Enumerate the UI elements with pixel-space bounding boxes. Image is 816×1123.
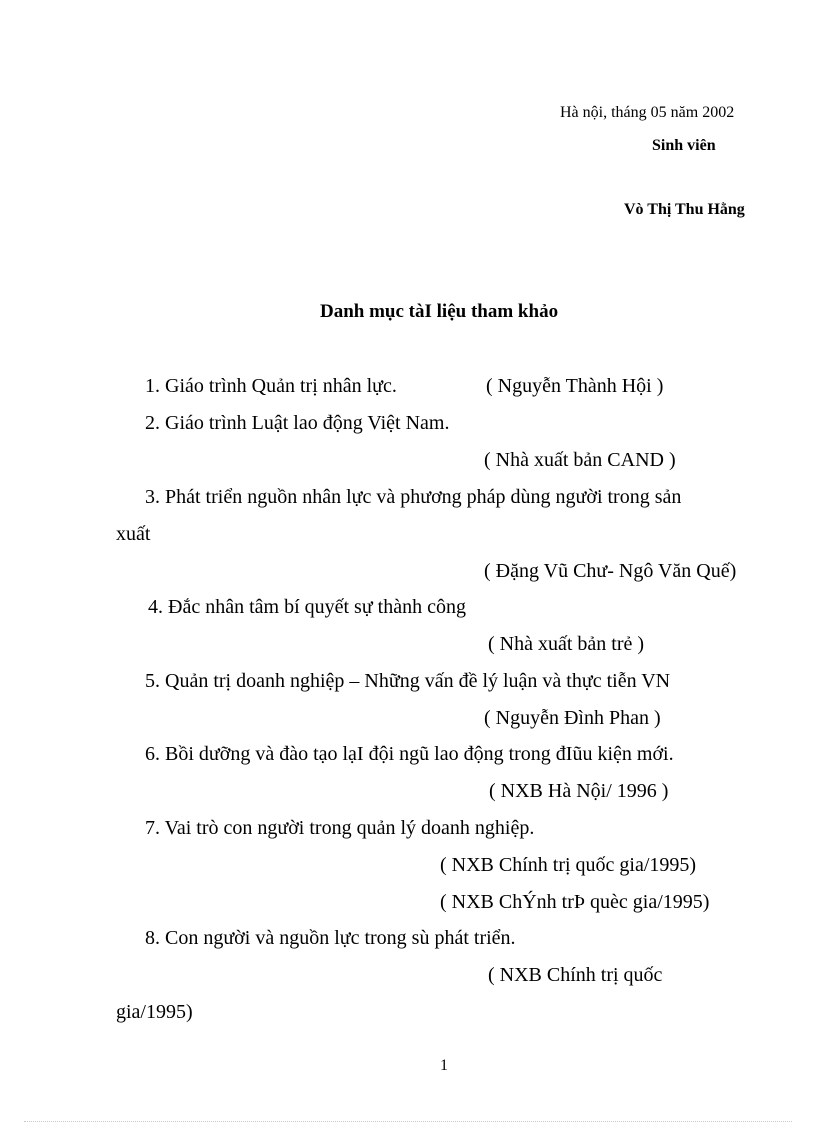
- reference-source-continued: gia/1995): [116, 1001, 193, 1023]
- signer-name: Vò Thị Thu Hằng: [624, 201, 745, 218]
- reference-source: ( NXB Chính trị quốc: [488, 964, 663, 986]
- reference-source: ( Nhà xuất bản trẻ ): [488, 633, 645, 655]
- reference-source: ( Nguyễn Thành Hội ): [486, 375, 664, 397]
- reference-source: ( Nhà xuất bản CAND ): [484, 449, 676, 471]
- reference-title-continued: xuất: [116, 523, 151, 545]
- reference-source: ( Nguyễn Đình Phan ): [484, 707, 661, 729]
- reference-title: 1. Giáo trình Quản trị nhân lực.: [145, 375, 397, 397]
- place-date: Hà nội, tháng 05 năm 2002: [560, 104, 735, 121]
- reference-title: 7. Vai trò con người trong quản lý doanh nghiệp.: [145, 817, 535, 839]
- reference-title: 6. Bồi dưỡng và đào tạo lạI đội ngũ lao động trong đIũu kiện mới.: [145, 743, 674, 765]
- reference-title: 5. Quản trị doanh nghiệp – Những vấn đề lý luận và thực tiễn VN: [145, 670, 671, 692]
- signer-role: Sinh viên: [652, 137, 716, 154]
- reference-title: 4. Đắc nhân tâm bí quyết sự thành công: [148, 596, 466, 618]
- reference-title: 3. Phát triển nguồn nhân lực và phương pháp dùng người trong sản: [145, 486, 682, 508]
- page-number: 1: [440, 1057, 448, 1074]
- page-title: Danh mục tàI liệu tham khảo: [320, 301, 559, 322]
- reference-source: ( NXB Chính trị quốc gia/1995): [440, 854, 697, 876]
- reference-title: 2. Giáo trình Luật lao động Việt Nam.: [145, 412, 450, 434]
- page-bottom-divider: [24, 1121, 792, 1122]
- reference-source: ( Đặng Vũ Chư- Ngô Văn Quế): [484, 560, 737, 582]
- reference-source: ( NXB Hà Nội/ 1996 ): [489, 780, 669, 802]
- reference-source-alt: ( NXB ChÝnh trÞ quèc gia/1995): [440, 891, 710, 913]
- reference-title: 8. Con người và nguồn lực trong sù phát triển.: [145, 927, 516, 949]
